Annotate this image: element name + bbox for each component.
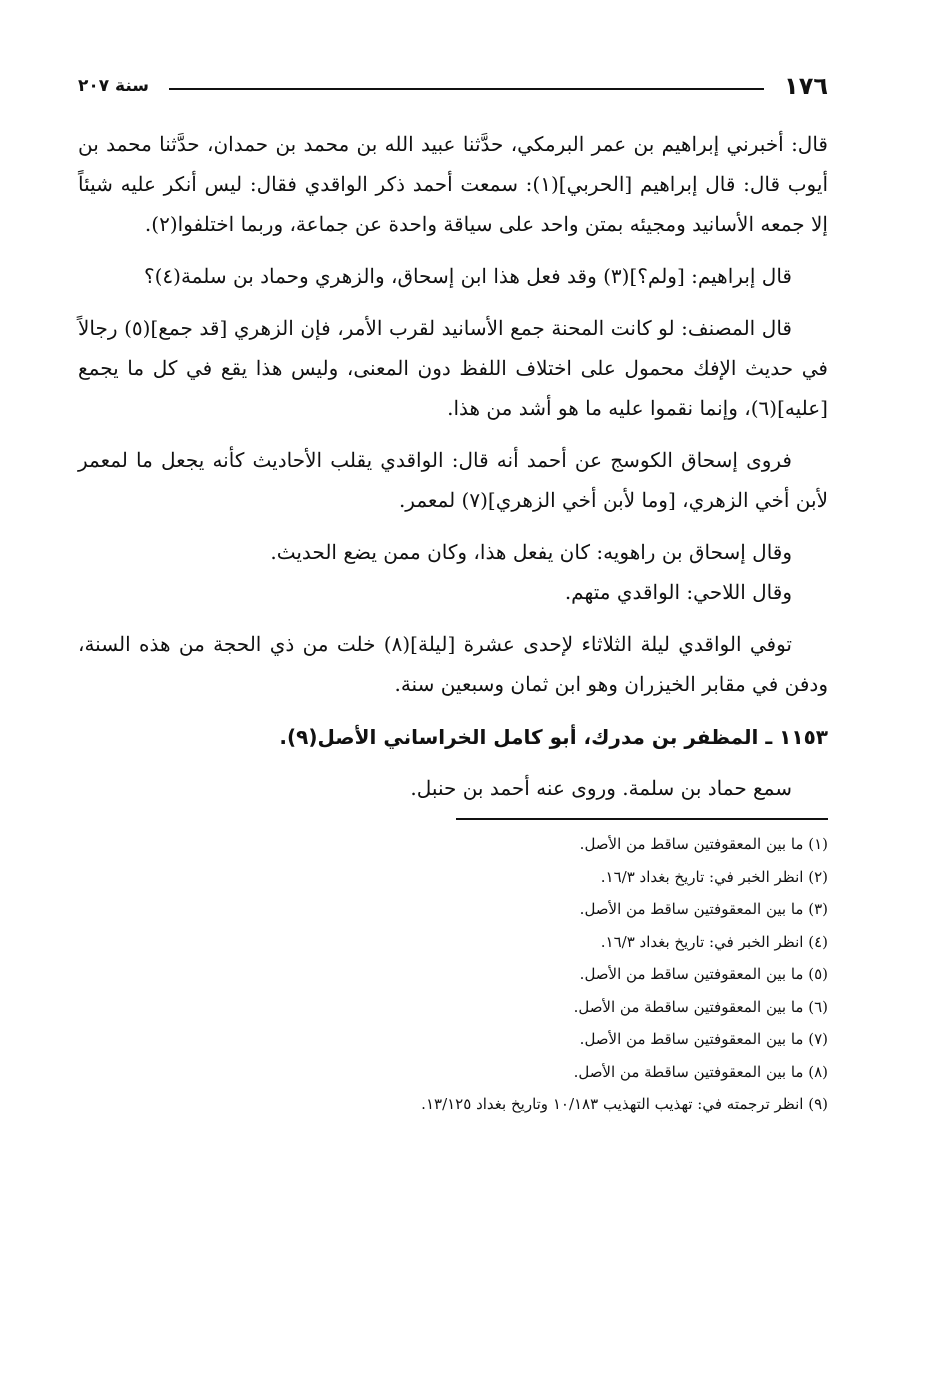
footnote-divider <box>456 818 828 820</box>
footnote: (١) ما بين المعقوفتين ساقط من الأصل. <box>579 835 828 853</box>
footnotes <box>78 828 828 1121</box>
paragraph: وقال إسحاق بن راهويه: كان يفعل هذا، وكان ممن يضع الحديث. <box>270 540 792 564</box>
header-rule <box>169 88 764 90</box>
paragraph: قال المصنف: لو كانت المحنة جمع الأسانيد لقرب الأمر، فإن الزهري [قد جمع](٥) رجالاً في حديث الإفك محمول على اختلاف اللفظ دون المعنى، وليس هذا يقع في كل ما يجمع [عليه](٦)، وإنما نقموا عليه ما هو أشد من هذا. <box>78 316 828 420</box>
entry-body: سمع حماد بن سلمة. وروى عنه أحمد بن حنبل. <box>410 776 792 800</box>
running-header-year: سنة ٢٠٧ <box>78 76 150 96</box>
footnote: (٥) ما بين المعقوفتين ساقط من الأصل. <box>579 965 828 983</box>
footnote: (٢) انظر الخبر في: تاريخ بغداد ١٦/٣. <box>600 867 828 886</box>
paragraph: فروى إسحاق الكوسج عن أحمد أنه قال: الواقدي يقلب الأحاديث كأنه يجعل ما لمعمر لأبن أخي الزهري، [وما لأبن أخي الزهري](٧) لمعمر. <box>78 448 828 512</box>
footnote: (٧) ما بين المعقوفتين ساقط من الأصل. <box>579 1030 828 1048</box>
page-header <box>78 68 828 104</box>
paragraph: قال إبراهيم: [ولم؟](٣) وقد فعل هذا ابن إسحاق، والزهري وحماد بن سلمة(٤)؟ <box>143 264 792 288</box>
footnote: (٦) ما بين المعقوفتين ساقطة من الأصل. <box>573 997 828 1016</box>
book-page <box>78 68 828 1121</box>
footnote: (٣) ما بين المعقوفتين ساقط من الأصل. <box>579 900 828 918</box>
footnote: (٤) انظر الخبر في: تاريخ بغداد ١٦/٣. <box>600 932 828 951</box>
paragraph: قال: أخبرني إبراهيم بن عمر البرمكي، حدَّثنا عبيد الله بن محمد بن حمدان، حدَّثنا محمد بن أيوب قال: قال إبراهيم [الحربي](١): سمعت أحمد ذكر الواقدي فقال: ليس أنكر عليه شيئاً إلا جمعه الأسانيد ومجيئه بمتن واحد على سياقة واحدة عن جماعة، وربما اختلفوا(٢). <box>78 132 828 236</box>
paragraph: توفي الواقدي ليلة الثلاثاء لإحدى عشرة [ليلة](٨) خلت من ذي الحجة من هذه السنة، ودفن في مقابر الخيزران وهو ابن ثمان وسبعين سنة. <box>78 632 828 696</box>
footnote: (٨) ما بين المعقوفتين ساقطة من الأصل. <box>573 1062 828 1081</box>
entry-title: ١١٥٣ ـ المظفر بن مدرك، أبو كامل الخراساني الأصل(٩). <box>279 725 828 749</box>
footnote: (٩) انظر ترجمته في: تهذيب التهذيب ١٠/١٨٣ وتاريخ بغداد ١٣/١٢٥. <box>421 1095 828 1113</box>
main-text <box>78 124 828 704</box>
paragraph: وقال اللاحي: الواقدي متهم. <box>564 580 792 604</box>
page-number: ١٧٦ <box>784 72 828 100</box>
